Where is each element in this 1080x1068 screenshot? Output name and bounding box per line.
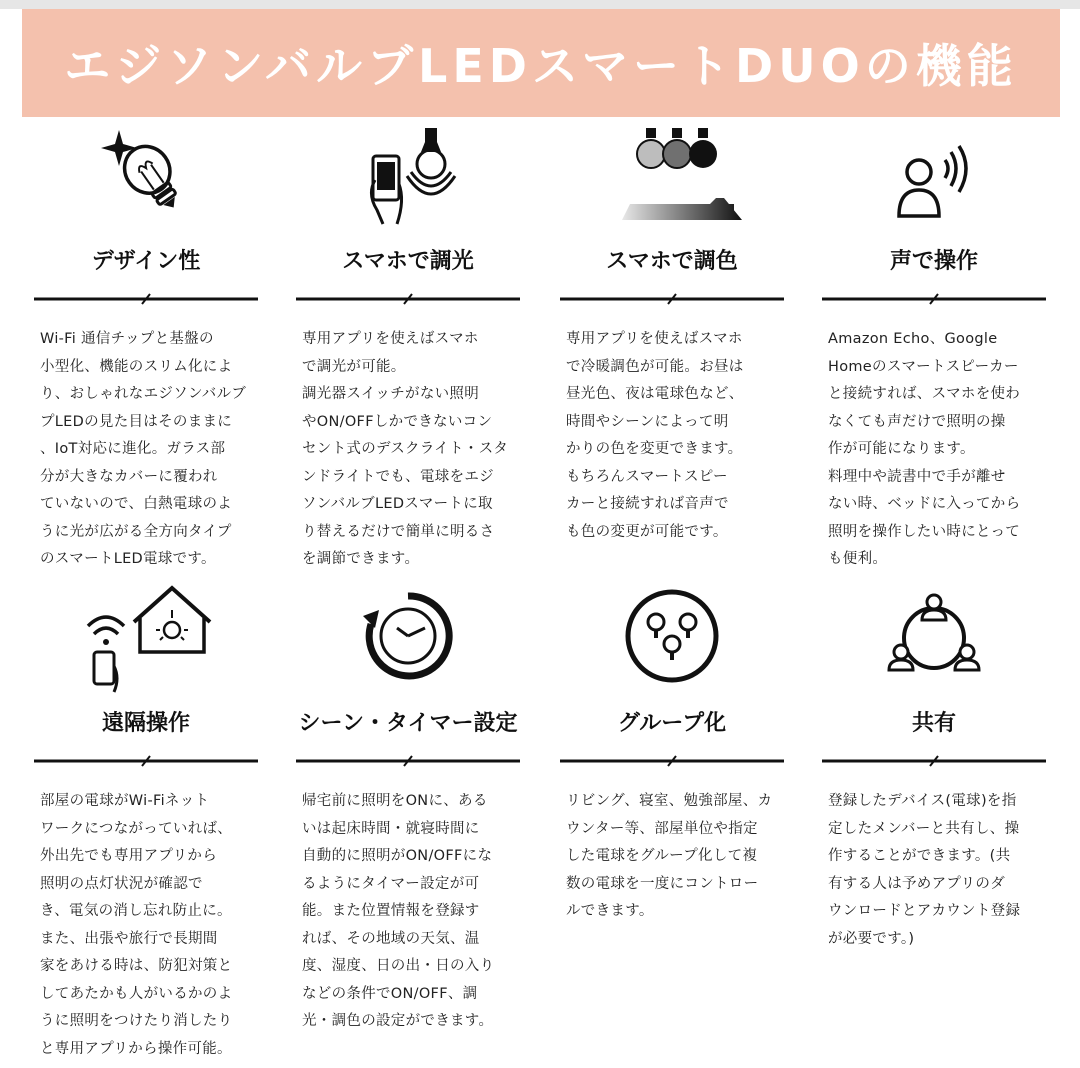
feature-description: 帰宅前に照明をONに、ある いは起床時間・就寝時間に 自動的に照明がON/OFFにな るようにタイマー設定が可 能。また位置情報を登録す れば、その地域の天気、温 度、湿度、日の出・日の入り などの条件でON/OFF、調 光・調色の設定ができます。 [302,793,495,1029]
feature-description: 登録したデバイス(電球)を指 定したメンバーと共有し、操 作することができます。(共 有する人は予めアプリのダ ウンロードとアカウント登録 が必要です。) [828,793,1021,947]
divider [34,292,258,306]
feature-description: Wi-Fi 通信チップと基盤の 小型化、機能のスリム化によ り、おしゃれなエジソンバルブ プLEDの見た目はそのままに 、IoT対応に進化。ガラス部 分が大きなカバーに覆われ ていないので、白熱電球のよ うに光が広がる全方向タイプ のスマートLED電球です。 [40,331,247,567]
title-banner [22,9,1060,117]
top-strip [0,0,1080,9]
divider [34,754,258,768]
feature-title: 声で操作 [889,249,978,274]
feature-title: スマホで調色 [606,249,738,274]
feature-description: 専用アプリを使えばスマホ で調光が可能。 調光器スイッチがない照明 やON/OFFしかできないコン セント式のデスクライト・スタ ンドライトでも、電球をエジ ソンバルブLEDスマートに取 り替えるだけで簡単に明るさ を調節できます。 [302,331,509,567]
voice-person-icon [822,120,1046,230]
divider [296,754,520,768]
divider [822,292,1046,306]
feature-description: Amazon Echo、Google Homeのスマートスピーカー と接続すれば、スマホを使わ なくても声だけで照明の操 作が可能になります。 料理中や読書中で手が離せ ない時、ベッドに入ってから 照明を操作したい時にとって も便利。 [828,331,1021,567]
share-people-icon [822,582,1046,692]
feature-title: 遠隔操作 [101,711,190,736]
remote-home-icon [34,582,258,692]
feature-title: 共有 [911,711,956,736]
sparkle-bulb-icon [34,120,258,230]
clock-timer-icon [296,582,520,692]
divider [560,292,784,306]
divider [296,292,520,306]
banner-title: エジソンバルブLEDスマートDUOの機能 [64,39,1018,93]
divider [560,754,784,768]
feature-title: シーン・タイマー設定 [298,711,518,736]
smartphone-dimming-icon [296,120,520,230]
feature-description: 部屋の電球がWi-Fiネット ワークにつながっていれば、 外出先でも専用アプリから 照明の点灯状況が確認で き、電気の消し忘れ防止に。 また、出張や旅行で長期間 家をあける時は、防犯対策と してあたかも人がいるかのよ うに照明をつけたり消したり と専用アプリから操作可能。 [40,793,233,1057]
divider [822,754,1046,768]
bulb-group-icon [560,582,784,692]
feature-description: リビング、寝室、勉強部屋、カ ウンター等、部屋単位や指定 した電球をグループ化して複 数の電球を一度にコントロー ルできます。 [566,793,773,919]
feature-title: スマホで調光 [342,249,474,274]
color-bulbs-gradient-icon [560,120,784,230]
feature-title: デザイン性 [91,249,201,274]
feature-title: グループ化 [617,711,727,736]
feature-description: 専用アプリを使えばスマホ で冷暖調色が可能。お昼は 昼光色、夜は電球色など、 時間やシーンによって明 かりの色を変更できます。 もちろんスマートスピー カーと接続すれば音声で も色の変更が可能です。 [566,331,744,540]
